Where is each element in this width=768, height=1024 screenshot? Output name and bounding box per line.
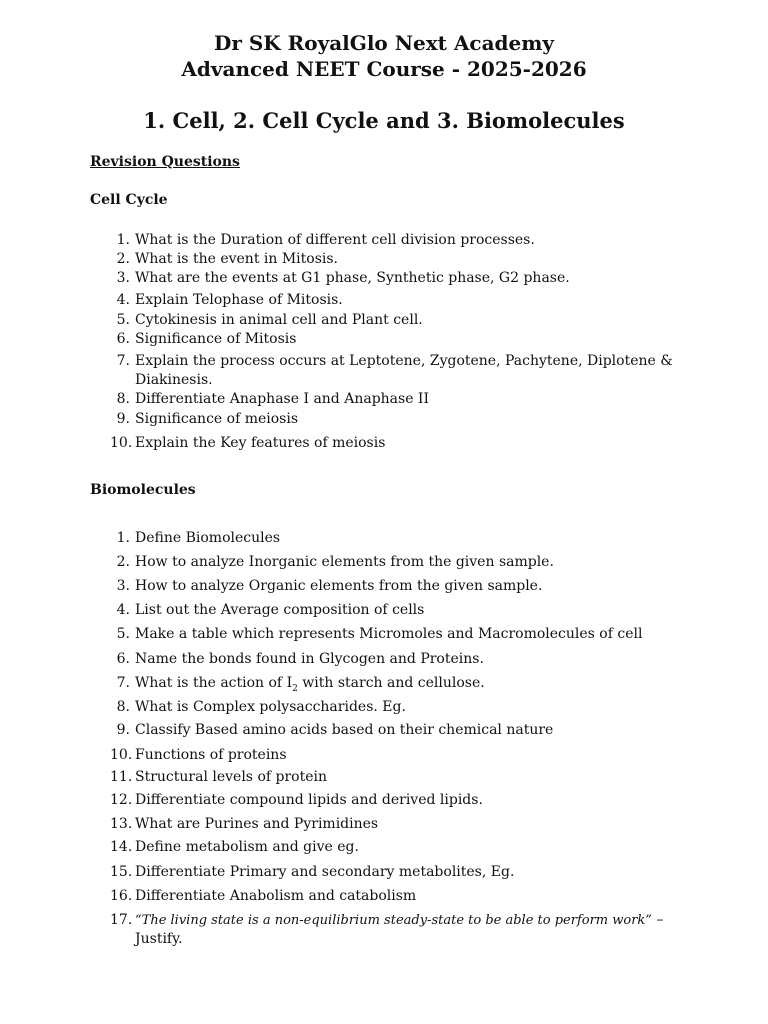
item-text: Explain the Key features of meiosis: [135, 435, 386, 451]
item-number: 11.: [110, 769, 133, 785]
item-text: Classify Based amino acids based on their chemical nature: [135, 722, 554, 738]
item-number: 5.: [116, 626, 130, 642]
item-number: 4.: [116, 292, 130, 308]
course-title: Advanced NEET Course - 2025-2026: [181, 57, 587, 81]
item-text: Explain the process occurs at Leptotene, Zygotene, Pachytene, Diplotene & Diakinesis.: [135, 353, 673, 388]
topics-title: 1. Cell, 2. Cell Cycle and 3. Biomolecules: [143, 108, 625, 133]
item-number: 9.: [116, 722, 130, 738]
item-number: 15.: [110, 864, 133, 880]
item-number: 5.: [116, 312, 130, 328]
item-text: Differentiate compound lipids and derived lipids.: [135, 792, 483, 808]
item-number: 3.: [116, 578, 130, 594]
living-state-quote: “The living state is a non-equilibrium steady-state to be able to perform work”: [135, 913, 652, 928]
item-number: 8.: [116, 699, 130, 715]
item-text: Define metabolism and give eg.: [135, 839, 359, 855]
item-text: Differentiate Anabolism and catabolism: [135, 888, 417, 904]
item-text: How to analyze Inorganic elements from the given sample.: [135, 554, 554, 570]
item-number: 4.: [116, 602, 130, 618]
revision-questions-heading: Revision Questions: [90, 154, 240, 170]
item-number: 10.: [110, 435, 133, 451]
item-text: Functions of proteins: [135, 747, 287, 763]
item-number: 3.: [116, 270, 130, 286]
item-number: 10.: [110, 747, 133, 763]
item-number: 2.: [116, 554, 130, 570]
item-text: [135, 911, 715, 949]
item-number: 1.: [116, 232, 130, 248]
item-text: Explain Telophase of Mitosis.: [135, 292, 343, 308]
item-number: 12.: [110, 792, 133, 808]
item-number: 8.: [116, 391, 130, 407]
item-text: What is the Duration of different cell division processes.: [135, 232, 535, 248]
item-text: What are Purines and Pyrimidines: [135, 816, 379, 832]
item-number: 1.: [116, 530, 130, 546]
item-number: 13.: [110, 816, 133, 832]
item-number: 6.: [116, 651, 130, 667]
justify-suffix: – Justify.: [135, 912, 664, 947]
item-text: What are the events at G1 phase, Synthetic phase, G2 phase.: [135, 270, 570, 286]
item-number: 6.: [116, 331, 130, 347]
cell-cycle-heading: Cell Cycle: [90, 192, 168, 208]
item-text: Cytokinesis in animal cell and Plant cell.: [135, 312, 423, 328]
item-number: 17.: [110, 912, 133, 928]
item-text-after: with starch and cellulose.: [297, 675, 485, 691]
iodine-subscript: 2: [292, 683, 298, 694]
item-number: 7.: [116, 353, 130, 369]
item-text: Structural levels of protein: [135, 769, 327, 785]
item-text: Significance of meiosis: [135, 411, 299, 427]
item-text: Significance of Mitosis: [135, 331, 297, 347]
item-number: 2.: [116, 251, 130, 267]
item-text: Name the bonds found in Glycogen and Proteins.: [135, 651, 484, 667]
item-number: 9.: [116, 411, 130, 427]
item-text: How to analyze Organic elements from the given sample.: [135, 578, 543, 594]
item-number: 14.: [110, 839, 133, 855]
item-text: What is Complex polysaccharides. Eg.: [135, 699, 406, 715]
item-text: What is the event in Mitosis.: [135, 251, 338, 267]
item-text: List out the Average composition of cells: [135, 602, 425, 618]
biomolecules-heading: Biomolecules: [90, 482, 196, 498]
item-text: Make a table which represents Micromoles and Macromolecules of cell: [135, 626, 643, 642]
item-text: Define Biomolecules: [135, 530, 281, 546]
item-text: Differentiate Anaphase I and Anaphase II: [135, 391, 429, 407]
item-text: [135, 674, 675, 693]
academy-title: Dr SK RoyalGlo Next Academy: [213, 31, 555, 55]
item-number: 7.: [116, 675, 130, 691]
item-number: 16.: [110, 888, 133, 904]
item-text: Differentiate Primary and secondary metabolites, Eg.: [135, 864, 515, 880]
item-text-before: What is the action of I: [135, 675, 293, 691]
